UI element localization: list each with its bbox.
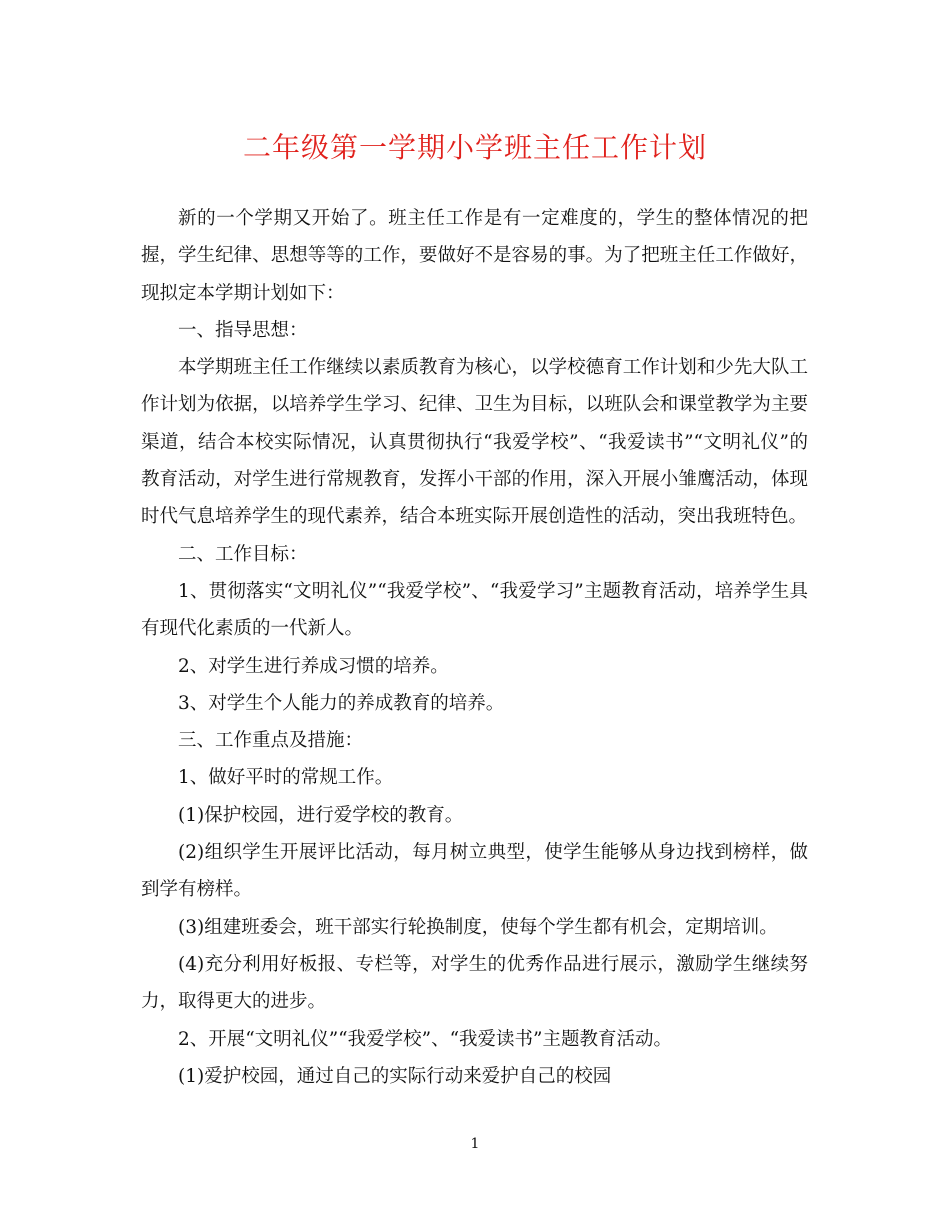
document-title: 二年级第一学期小学班主任工作计划 xyxy=(242,131,707,164)
heading-work-goals: 二、工作目标： xyxy=(178,543,308,565)
measure-item-1: 1、做好平时的常规工作。 xyxy=(178,767,394,789)
measure-item-2-subitem-1: (1)爱护校园，通过自己的实际行动来爱护自己的校园 xyxy=(178,1065,612,1087)
measure-subitem-4: (4)充分利用好板报、专栏等，对学生的优秀作品进行展示，激励学生继续努力，取得更大的进步。 xyxy=(141,953,808,1013)
paragraph-intro: 新的一个学期又开始了。班主任工作是有一定难度的，学生的整体情况的把握，学生纪律、思想等等的工作，要做好不是容易的事。为了把班主任工作做好，现拟定本学期计划如下： xyxy=(141,208,808,304)
goal-item-1: 1、贯彻落实“文明礼仪”“我爱学校”、“我爱学习”主题教育活动，培养学生具有现代化素质的一代新人。 xyxy=(141,580,808,640)
heading-guiding-thought: 一、指导思想： xyxy=(178,319,308,341)
page-number: 1 xyxy=(470,1136,480,1152)
goal-item-3: 3、对学生个人能力的养成教育的培养。 xyxy=(178,692,505,714)
heading-key-measures: 三、工作重点及措施： xyxy=(178,730,364,752)
measure-subitem-3: (3)组建班委会，班干部实行轮换制度，使每个学生都有机会，定期培训。 xyxy=(178,916,778,938)
measure-subitem-1: (1)保护校园，进行爱学校的教育。 xyxy=(178,804,464,826)
measure-item-2: 2、开展“文明礼仪”“我爱学校”、“我爱读书”主题教育活动。 xyxy=(178,1028,673,1050)
document-body xyxy=(141,200,808,1095)
measure-subitem-2: (2)组织学生开展评比活动，每月树立典型，使学生能够从身边找到榜样，做到学有榜样。 xyxy=(141,842,808,901)
paragraph-guiding-thought: 本学期班主任工作继续以素质教育为核心，以学校德育工作计划和少先大队工作计划为依据，以培养学生学习、纪律、卫生为目标，以班队会和课堂教学为主要渠道，结合本校实际情况，认真贯彻执行“我爱学校”、“我爱读书”“文明礼仪”的教育活动，对学生进行常规教育，发挥小干部的作用，深入开展小雏鹰活动，体现时代气息培养学生的现代素养，结合本班实际开展创造性的活动，突出我班特色。 xyxy=(141,357,808,528)
goal-item-2: 2、对学生进行养成习惯的培养。 xyxy=(178,655,449,677)
